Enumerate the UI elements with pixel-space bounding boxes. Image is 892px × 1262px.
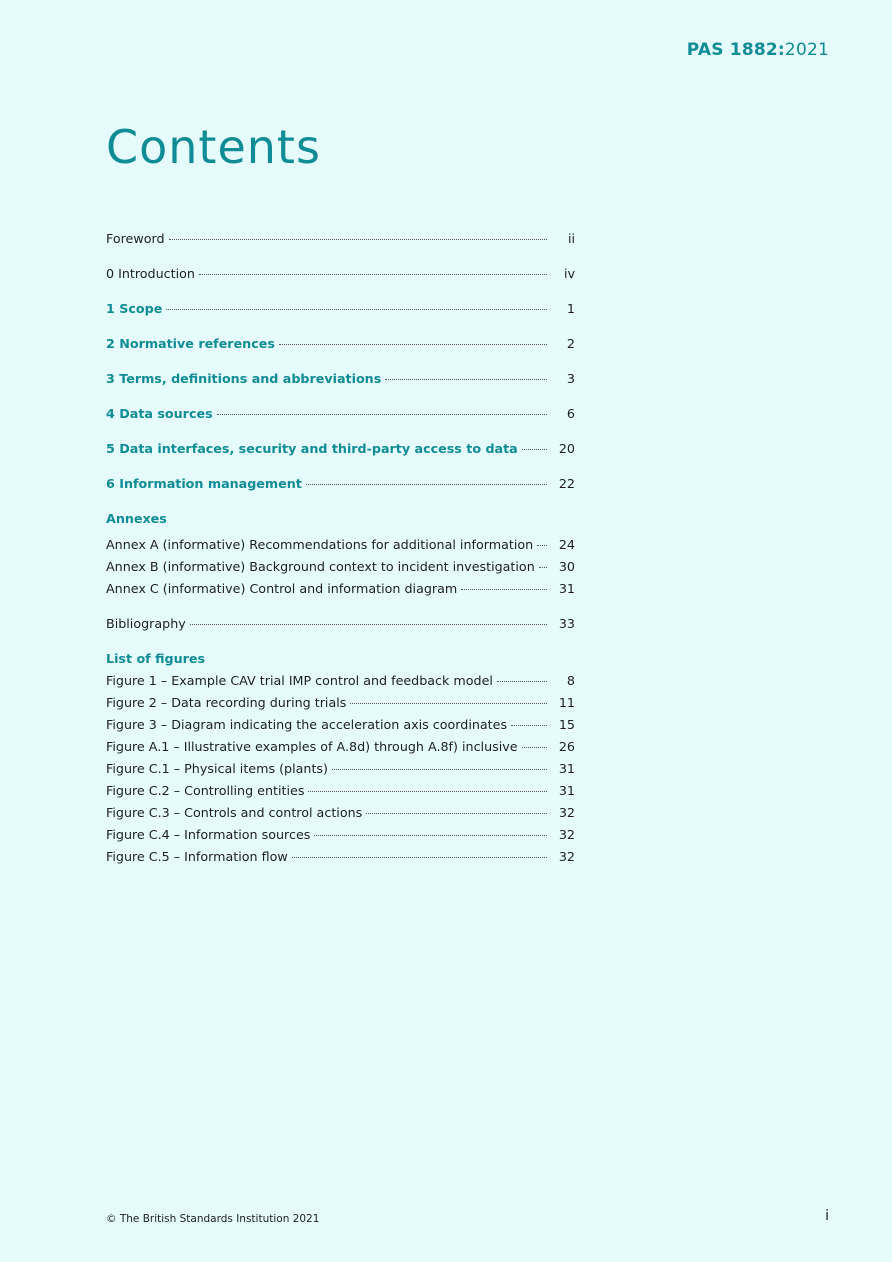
toc-entry-figure-c1[interactable] (106, 758, 575, 780)
dot-leader (166, 308, 547, 310)
toc-entry-figure-2[interactable] (106, 692, 575, 714)
toc-entry-information-management[interactable] (106, 473, 575, 495)
dot-leader (385, 378, 547, 380)
toc-entry-label: 6 Information management (106, 476, 302, 491)
toc-entry-page: 8 (566, 673, 575, 688)
page-title: Contents (106, 120, 321, 174)
toc-entry-label: Figure 3 – Diagram indicating the acceleration axis coordinates (106, 717, 508, 732)
toc-entry-label: Annex C (informative) Control and information diagram (106, 581, 458, 596)
toc-entry-page: ii (567, 231, 575, 246)
toc-entry-label: 2 Normative references (106, 336, 275, 351)
toc-entry-label: Figure C.1 – Physical items (plants) (106, 761, 328, 776)
toc-entry-page: 2 (566, 336, 575, 351)
toc-entry-annex-a[interactable] (106, 534, 575, 556)
toc-entry-page: 24 (558, 537, 575, 552)
toc-entry-figure-c5[interactable] (106, 846, 575, 868)
toc-entry-label: Figure 2 – Data recording during trials (106, 695, 347, 710)
dot-leader (292, 856, 547, 858)
toc-entry-label: Annex A (informative) Recommendations for additional information (106, 537, 534, 552)
dot-leader (279, 343, 547, 345)
toc-entry-page: 6 (566, 406, 575, 421)
toc-entry-page: 22 (558, 476, 575, 491)
dot-leader (199, 273, 547, 275)
toc-entry-annex-b[interactable] (106, 556, 575, 578)
toc-entry-page: 32 (558, 805, 575, 820)
toc-entry-label: 1 Scope (106, 301, 163, 316)
document-code (687, 40, 829, 60)
toc-entry-page: 31 (558, 783, 575, 798)
toc-entry-page: 30 (558, 559, 575, 574)
toc-entry-label: Figure C.3 – Controls and control actions (106, 805, 363, 820)
toc-entry-figure-3[interactable] (106, 714, 575, 736)
footer-copyright: © The British Standards Institution 2021 (106, 1213, 320, 1225)
toc-entry-label: Figure C.4 – Information sources (106, 827, 311, 842)
dot-leader (314, 834, 547, 836)
toc-entry-data-interfaces[interactable] (106, 438, 575, 460)
dot-leader (190, 623, 547, 625)
dot-leader (461, 588, 547, 590)
toc-entry-page: 11 (558, 695, 575, 710)
dot-leader (350, 702, 547, 704)
toc-entry-foreword[interactable] (106, 228, 575, 250)
toc-entry-data-sources[interactable] (106, 403, 575, 425)
toc-entry-page: iv (563, 266, 575, 281)
toc-entry-page: 32 (558, 849, 575, 864)
toc-entry-page: 31 (558, 581, 575, 596)
dot-leader (306, 483, 547, 485)
toc-entry-page: 31 (558, 761, 575, 776)
toc-entry-page: 1 (566, 301, 575, 316)
toc-entry-label: Figure 1 – Example CAV trial IMP control and feedback model (106, 673, 493, 688)
toc-entry-label: 3 Terms, definitions and abbreviations (106, 371, 382, 386)
toc-entry-annex-c[interactable] (106, 578, 575, 600)
toc-entry-label: Annex B (informative) Background context to incident investigation (106, 559, 535, 574)
dot-leader (522, 746, 547, 748)
dot-leader (366, 812, 547, 814)
toc-entry-page: 33 (558, 616, 575, 631)
toc-entry-label: Foreword (106, 231, 165, 246)
toc-entry-page: 32 (558, 827, 575, 842)
toc-entry-figure-c2[interactable] (106, 780, 575, 802)
table-of-contents (106, 228, 575, 868)
toc-entry-label: Figure C.2 – Controlling entities (106, 783, 305, 798)
toc-entry-page: 3 (566, 371, 575, 386)
toc-entry-figure-a1[interactable] (106, 736, 575, 758)
dot-leader (511, 724, 547, 726)
annexes-heading: Annexes (106, 511, 167, 526)
toc-entry-figure-c4[interactable] (106, 824, 575, 846)
toc-entry-label: 5 Data interfaces, security and third-party access to data (106, 441, 518, 456)
dot-leader (537, 544, 547, 546)
toc-entry-terms-definitions[interactable] (106, 368, 575, 390)
toc-entry-bibliography[interactable] (106, 613, 575, 635)
dot-leader (308, 790, 547, 792)
dot-leader (332, 768, 547, 770)
toc-entry-label: Figure A.1 – Illustrative examples of A.8d) through A.8f) inclusive (106, 739, 518, 754)
toc-entry-page: 15 (558, 717, 575, 732)
dot-leader (497, 680, 547, 682)
toc-entry-introduction[interactable] (106, 263, 575, 285)
figures-heading: List of figures (106, 651, 206, 666)
toc-entry-label: 0 Introduction (106, 266, 195, 281)
footer-page-number: i (825, 1208, 829, 1224)
toc-entry-figure-c3[interactable] (106, 802, 575, 824)
document-code-number: PAS 1882: (686, 40, 785, 60)
document-code-year: 2021 (784, 40, 829, 60)
toc-entry-page: 20 (558, 441, 575, 456)
dot-leader (522, 448, 547, 450)
toc-entry-label: Bibliography (106, 616, 186, 631)
dot-leader (539, 566, 547, 568)
toc-entry-figure-1[interactable] (106, 670, 575, 692)
toc-entry-page: 26 (558, 739, 575, 754)
dot-leader (169, 238, 547, 240)
toc-entry-normative-references[interactable] (106, 333, 575, 355)
toc-entry-label: 4 Data sources (106, 406, 213, 421)
toc-entry-label: Figure C.5 – Information flow (106, 849, 288, 864)
toc-entry-scope[interactable] (106, 298, 575, 320)
dot-leader (217, 413, 547, 415)
